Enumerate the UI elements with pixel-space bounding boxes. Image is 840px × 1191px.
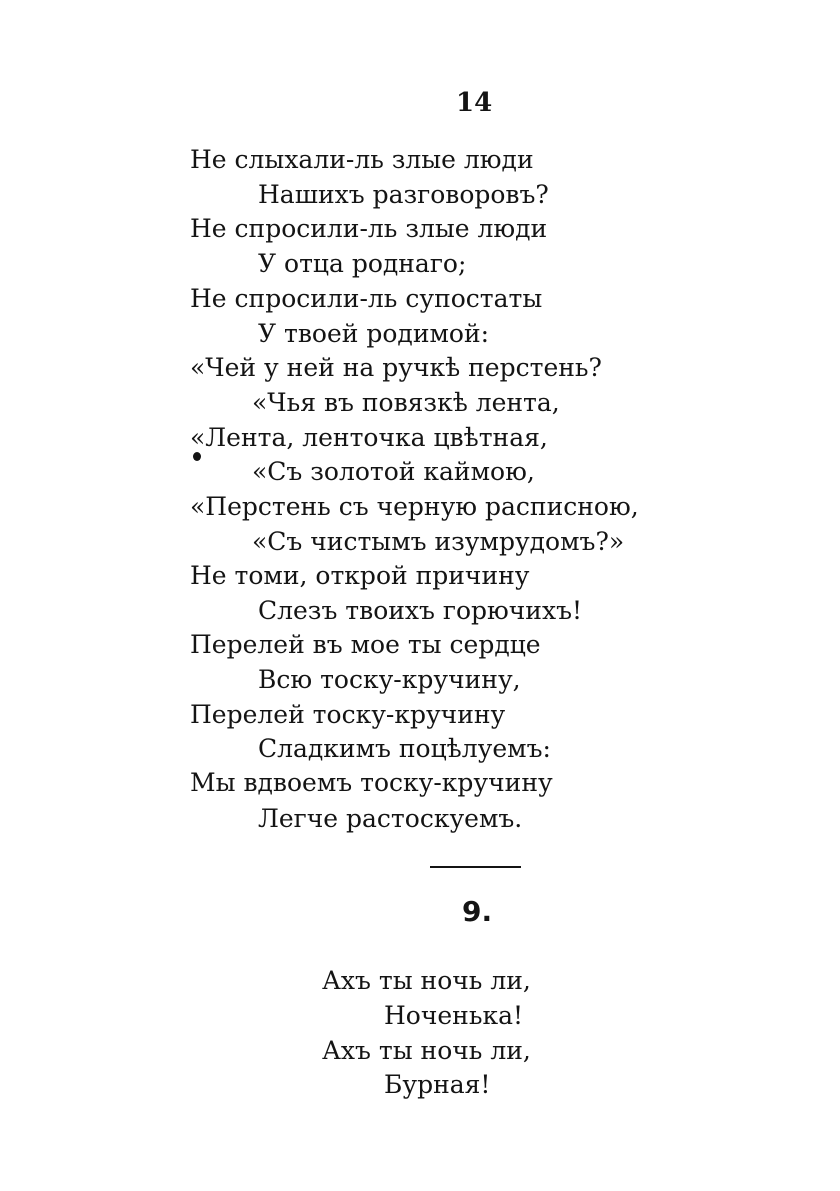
poem-line: Не слыхали-ль злые люди <box>190 145 534 174</box>
poem-line: Перелей въ мое ты сердце <box>190 630 541 659</box>
poem-line: Бурная! <box>384 1070 491 1099</box>
page-number: 14 <box>456 88 493 118</box>
poem-line: Не томи, открой причину <box>190 561 530 590</box>
poem-line: Перелей тоску-кручину <box>190 700 506 729</box>
poem-line: Не спросили-ль злые люди <box>190 214 548 243</box>
poem-line: Мы вдвоемъ тоску-кручину <box>190 768 553 797</box>
poem-line: Легче растоскуемъ. <box>258 804 523 833</box>
poem-line: «Съ чистымъ изумрудомъ?» <box>252 527 625 556</box>
poem-line: Ахъ ты ночь ли, <box>322 966 531 995</box>
poem-line: Ноченька! <box>384 1001 524 1030</box>
poem-line: Не спросили-ль супостаты <box>190 284 543 313</box>
poem-line: У твоей родимой: <box>258 319 490 348</box>
poem-line: «Съ золотой каймою, <box>252 457 535 486</box>
poem-line: «Перстень съ черную расписною, <box>190 492 639 521</box>
poem-line: «Чей у ней на ручкѣ перстень? <box>190 353 602 382</box>
section-divider <box>430 866 521 868</box>
poem-line: Всю тоску-кручину, <box>258 665 521 694</box>
poem-line: У отца роднаго; <box>258 249 467 278</box>
poem-line: Сладкимъ поцѣлуемъ: <box>258 734 551 763</box>
poem-line: Слезъ твоихъ горючихъ! <box>258 596 583 625</box>
print-speck <box>193 452 201 461</box>
poem-line: Нашихъ разговоровъ? <box>258 180 549 209</box>
poem-line: «Лента, ленточка цвѣтная, <box>190 423 548 452</box>
poem-line: Ахъ ты ночь ли, <box>322 1036 531 1065</box>
poem-9-number: 9. <box>462 895 493 928</box>
poem-line: «Чья въ повязкѣ лента, <box>252 388 560 417</box>
